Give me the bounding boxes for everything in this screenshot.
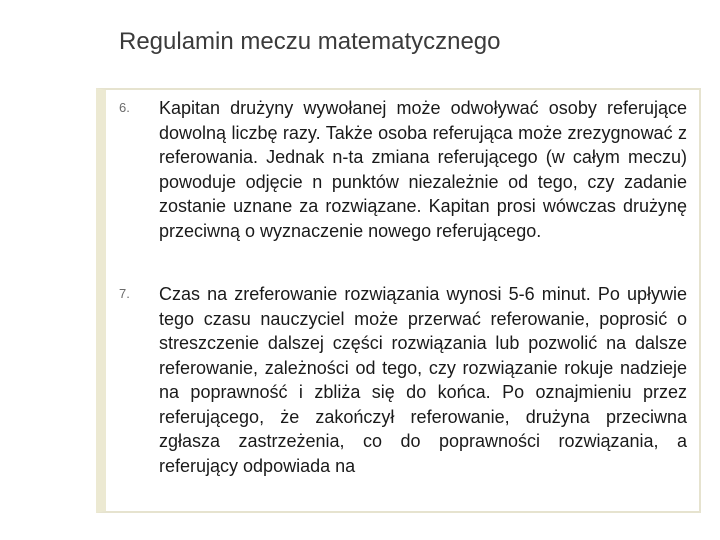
item-number: 7. <box>119 286 130 301</box>
item-number: 6. <box>119 100 130 115</box>
item-text: Czas na zreferowanie rozwiązania wynosi 5-6 minut. Po upływie tego czasu nauczyciel może przerwać referowanie, poprosić o streszczenie dalszej części rozwiązania lub pozwolić na dalsze referowanie, zależności od tego, czy rozwiązanie rokuje nadzieje na poprawność i zbliża się do końca. Po oznajmieniu przez referującego, że zakończył referowanie, drużyna przeciwna zgłasza zastrzeżenia, co do poprawności rozwiązania, a referujący odpowiada na <box>159 284 687 476</box>
item-text: Kapitan drużyny wywołanej może odwoływać osoby referujące dowolną liczbę razy. Także osoba referująca może zrezygnować z referowania. Jednak n-ta zmiana referującego (w całym meczu) powoduje odjęcie n punktów niezależnie od tego, czy zadanie zostanie uznane za rozwiązane. Kapitan prosi wówczas drużynę przeciwną o wyznaczenie nowego referującego. <box>159 98 687 241</box>
content-clip <box>0 90 720 540</box>
slide-title: Regulamin meczu matematycznego <box>119 28 501 55</box>
